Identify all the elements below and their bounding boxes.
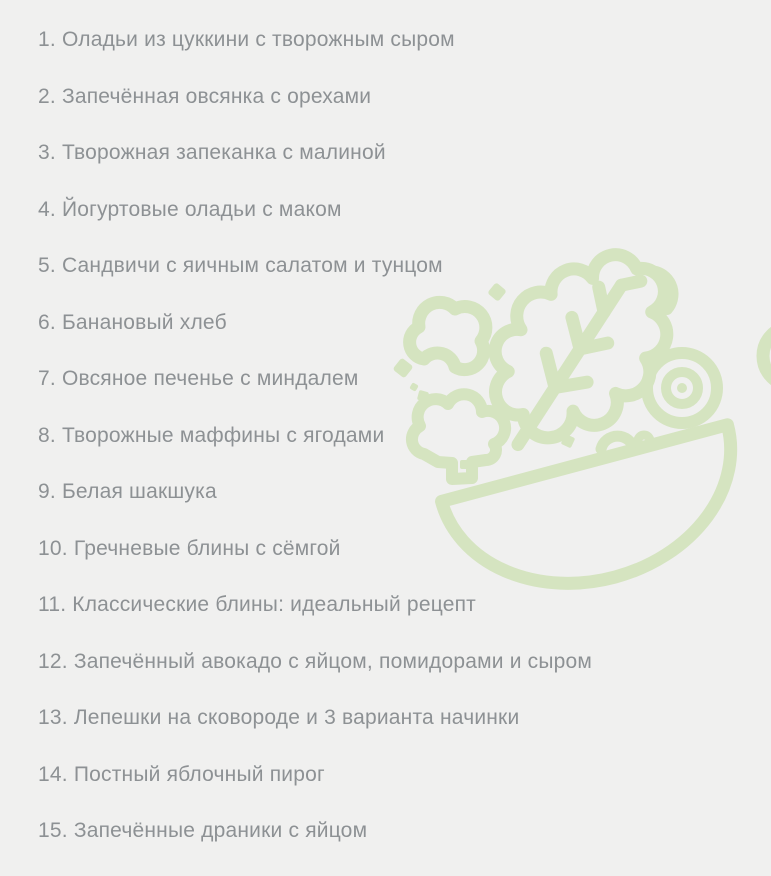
list-item: 14. Постный яблочный пирог [38,762,325,786]
recipe-list [38,28,761,876]
list-item: 1. Оладьи из цуккини с творожным сыром [38,28,455,51]
list-item: 2. Запечённая овсянка с орехами [38,84,372,108]
list-item: 8. Творожные маффины с ягодами [38,423,385,447]
list-item: 15. Запечённые драники с яйцом [38,819,368,842]
list-item: 5. Сандвичи с яичным салатом и тунцом [38,254,443,277]
list-item: 10. Гречневые блины с сёмгой [38,536,341,560]
edge-shape-icon [763,326,771,386]
list-item: 4. Йогуртовые оладьи с маком [38,197,342,221]
list-item: 9. Белая шакшука [38,480,217,503]
list-item: 3. Творожная запеканка с малиной [38,141,386,164]
list-item: 12. Запечённый авокадо с яйцом, помидорами и сыром [38,649,593,673]
list-item: 13. Лепешки на сковороде и 3 варианта начинки [38,706,520,729]
list-item: 11. Классические блины: идеальный рецепт [38,593,476,616]
list-item: 6. Банановый хлеб [38,310,227,334]
list-item: 7. Овсяное печенье с миндалем [38,367,359,390]
